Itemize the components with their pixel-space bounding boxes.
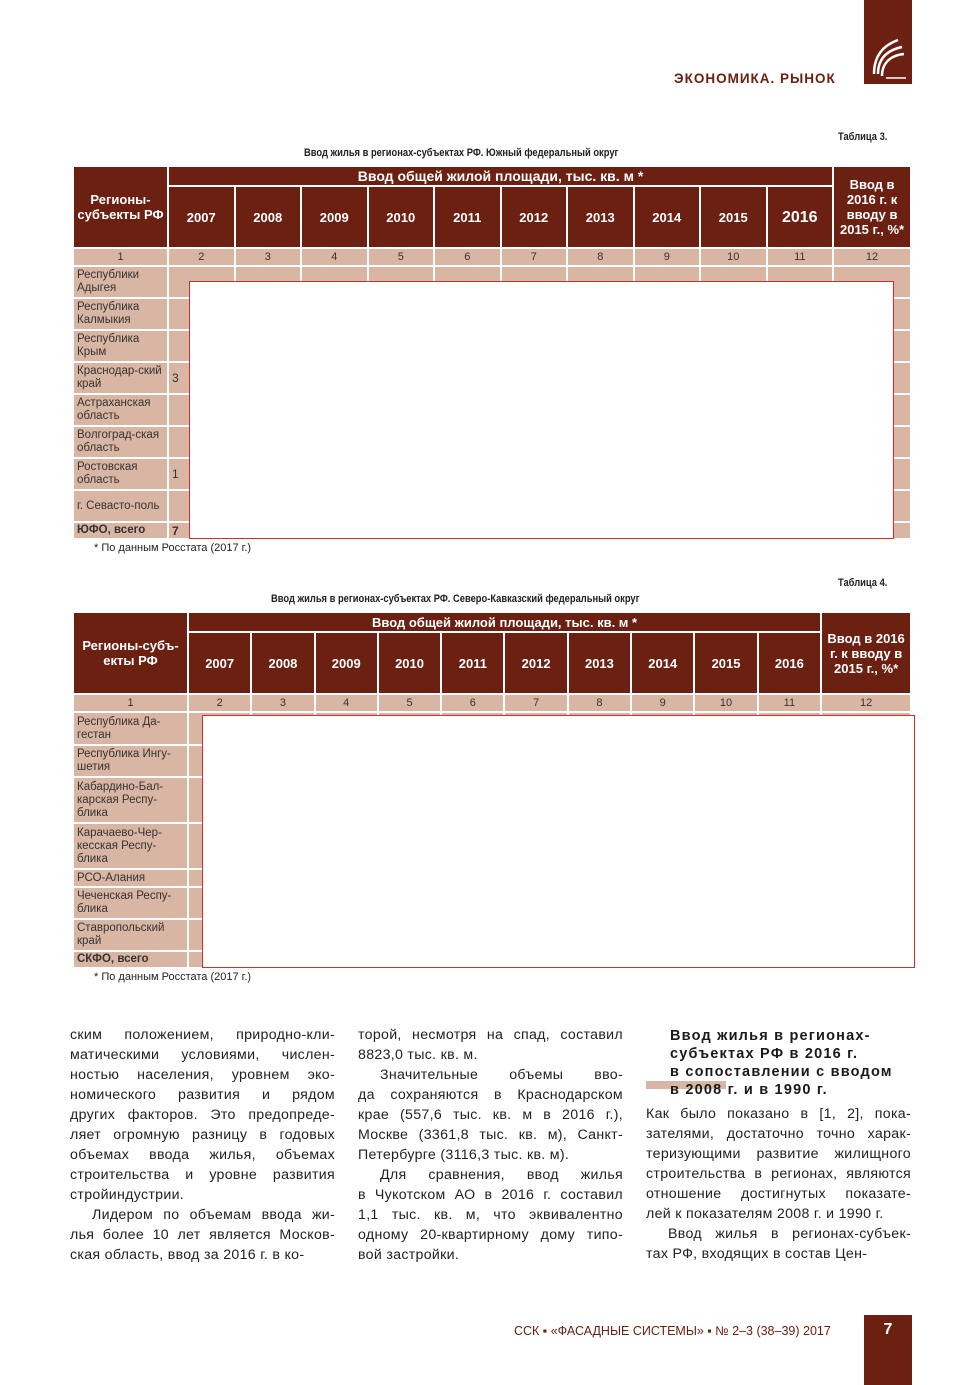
year-header: 2013 <box>568 632 631 694</box>
region-name: РСО-Алания <box>73 869 188 887</box>
column-number: 9 <box>631 694 694 712</box>
table3-footnote: * По данным Росстата (2017 г.) <box>94 542 252 554</box>
article-column-2 <box>358 1025 623 1265</box>
region-name: Ставропольский край <box>73 919 188 951</box>
text-line: других факторов. Это предопреде- <box>70 1107 335 1123</box>
region-name: Республики Адыгея <box>73 266 168 298</box>
year-header: 2011 <box>434 186 501 248</box>
column-number: 2 <box>168 248 235 266</box>
region-name: Республика Ингу-шетия <box>73 745 188 777</box>
text-line: Ввод жилья в регионах-субъек- <box>668 1226 911 1242</box>
column-number: 1 <box>73 248 168 266</box>
region-name: Краснодар-ский край <box>73 362 168 394</box>
section-heading <box>670 1027 893 1099</box>
group-header: Ввод общей жилой площади, тыс. кв. м * <box>188 612 821 632</box>
page-number-block <box>864 1315 912 1385</box>
region-name: Республика Да-гестан <box>73 712 188 745</box>
text-line: торой, несмотря на спад, составил <box>358 1027 623 1043</box>
text-line: стройиндустрии. <box>70 1187 185 1203</box>
text-line: строительства в регионах, являются <box>646 1166 911 1182</box>
region-name: Астраханская область <box>73 394 168 426</box>
text-line: ляет огромную разницу в годовых <box>70 1127 335 1143</box>
text-line: отношение достигнутых показате- <box>646 1186 911 1202</box>
redaction-box <box>189 281 894 539</box>
column-number: 3 <box>251 694 314 712</box>
heading-line: Ввод жилья в регионах- <box>670 1028 871 1044</box>
year-header: 2016 <box>767 186 834 248</box>
region-name: ЮФО, всего <box>73 522 168 539</box>
column-number: 8 <box>567 248 634 266</box>
column-number: 1 <box>73 694 188 712</box>
text-line: 1,1 тыс. кв. м, что эквивалентно <box>358 1207 623 1223</box>
text-line: ностью населения, уровнем эко- <box>70 1067 335 1083</box>
page-number: 7 <box>883 1321 893 1338</box>
column-number: 5 <box>378 694 441 712</box>
text-line: ская область, ввод за 2016 г. в ко- <box>70 1247 305 1263</box>
year-header: 2008 <box>251 632 314 694</box>
column-number: 2 <box>188 694 251 712</box>
region-name: Республика Калмыкия <box>73 298 168 330</box>
text-line: Петербурге (3116,3 тыс. кв. м). <box>358 1147 570 1163</box>
column-number: 12 <box>833 248 911 266</box>
year-header: 2009 <box>315 632 378 694</box>
text-line: Как было показано в [1, 2], пока- <box>646 1106 911 1122</box>
text-line: строительства и уровне развития <box>70 1167 335 1183</box>
year-header: 2015 <box>700 186 767 248</box>
region-name: г. Севасто-поль <box>73 490 168 522</box>
group-header: Ввод общей жилой площади, тыс. кв. м * <box>168 166 833 186</box>
region-name: Чеченская Респу-блика <box>73 887 188 919</box>
text-line: Для сравнения, ввод жилья <box>380 1167 623 1183</box>
text-line: 8823,0 тыс. кв. м. <box>358 1047 478 1063</box>
region-name: Республика Крым <box>73 330 168 362</box>
year-header: 2007 <box>188 632 251 694</box>
table3-label: Таблица 3. <box>838 131 888 143</box>
table3-title: Ввод жилья в регионах-субъектах РФ. Южный федеральный округ <box>304 147 619 159</box>
year-header: 2013 <box>567 186 634 248</box>
year-header: 2010 <box>378 632 441 694</box>
column-number: 11 <box>758 694 821 712</box>
redaction-box <box>202 715 915 968</box>
col-ratio-header: Ввод в 2016 г. к вводу в 2015 г., %* <box>821 612 911 694</box>
column-number: 3 <box>235 248 302 266</box>
col-ratio-header: Ввод в 2016 г. к вводу в 2015 г., %* <box>833 166 911 248</box>
region-name: СКФО, всего <box>73 951 188 968</box>
table4-title: Ввод жилья в регионах-субъектах РФ. Северо-Кавказский федеральный округ <box>271 593 640 605</box>
col-region-header: Регионы-субъекты РФ <box>73 166 168 248</box>
year-header: 2016 <box>758 632 821 694</box>
text-line: да сохраняются в Краснодарском <box>358 1087 623 1103</box>
text-line: объемах ввода жилья, объемах <box>70 1147 335 1163</box>
year-header: 2007 <box>168 186 235 248</box>
year-header: 2012 <box>504 632 567 694</box>
text-line: зателями, достаточно точно харак- <box>646 1126 911 1142</box>
logo-block <box>864 0 912 84</box>
year-header: 2008 <box>235 186 302 248</box>
column-number: 6 <box>434 248 501 266</box>
text-line: тах РФ, входящих в состав Цен- <box>646 1246 868 1262</box>
year-header: 2009 <box>301 186 368 248</box>
column-number: 12 <box>821 694 911 712</box>
column-number: 6 <box>441 694 504 712</box>
year-header: 2010 <box>368 186 435 248</box>
text-line: номического развития и рядом <box>70 1087 335 1103</box>
column-number: 11 <box>767 248 834 266</box>
column-number: 4 <box>315 694 378 712</box>
text-line: лей к показателям 2008 г. и 1990 г. <box>646 1206 884 1222</box>
data-cell: 1 <box>168 458 235 490</box>
article-column-3 <box>646 1104 911 1264</box>
column-number: 10 <box>694 694 757 712</box>
region-name: Волгоград-ская область <box>73 426 168 458</box>
footer-journal: ССК ▪ «ФАСАДНЫЕ СИСТЕМЫ» ▪ № 2–3 (38–39) 2017 <box>514 1324 831 1338</box>
text-line: матическими условиями, числен- <box>70 1047 335 1063</box>
text-line: лья более 10 лет является Москов- <box>70 1227 335 1243</box>
logo-swoosh-icon <box>864 0 912 84</box>
column-number: 10 <box>700 248 767 266</box>
data-cell: 3 <box>168 362 235 394</box>
column-number: 9 <box>634 248 701 266</box>
year-header: 2015 <box>694 632 757 694</box>
region-name: Карачаево-Чер-кесская Респу-блика <box>73 823 188 869</box>
text-line: ским положением, природно-кли- <box>70 1027 335 1043</box>
year-header: 2011 <box>441 632 504 694</box>
column-number: 7 <box>504 694 567 712</box>
column-number: 4 <box>301 248 368 266</box>
text-line: вой застройки. <box>358 1247 460 1263</box>
heading-line: субъектах РФ в 2016 г. <box>670 1046 859 1062</box>
table4-footnote: * По данным Росстата (2017 г.) <box>94 971 252 983</box>
col-region-header: Регионы-субъ-екты РФ <box>73 612 188 694</box>
column-number: 8 <box>568 694 631 712</box>
region-name: Ростовская область <box>73 458 168 490</box>
text-line: Лидером по объемам ввода жи- <box>92 1207 335 1223</box>
year-header: 2014 <box>631 632 694 694</box>
year-header: 2012 <box>501 186 568 248</box>
column-number: 5 <box>368 248 435 266</box>
data-cell: 7 <box>168 522 235 539</box>
heading-line: в 2008 г. и в 1990 г. <box>670 1082 828 1098</box>
text-line: в Чукотском АО в 2016 г. составил <box>358 1187 623 1203</box>
article-column-1 <box>70 1025 335 1265</box>
region-name: Кабардино-Бал-карская Респу-блика <box>73 777 188 823</box>
year-header: 2014 <box>634 186 701 248</box>
text-line: Москве (3361,8 тыс. кв. м), Санкт- <box>358 1127 623 1143</box>
column-number: 7 <box>501 248 568 266</box>
text-line: одному 20-квартирному дому типо- <box>358 1227 623 1243</box>
heading-line: в сопоставлении с вводом <box>670 1064 893 1080</box>
text-line: теризующими развитие жилищного <box>646 1146 911 1162</box>
section-title: ЭКОНОМИКА. РЫНОК <box>674 71 836 86</box>
text-line: Значительные объемы вво- <box>380 1067 623 1083</box>
text-line: крае (557,6 тыс. кв. м в 2016 г.), <box>358 1107 623 1123</box>
table4-label: Таблица 4. <box>838 577 888 589</box>
